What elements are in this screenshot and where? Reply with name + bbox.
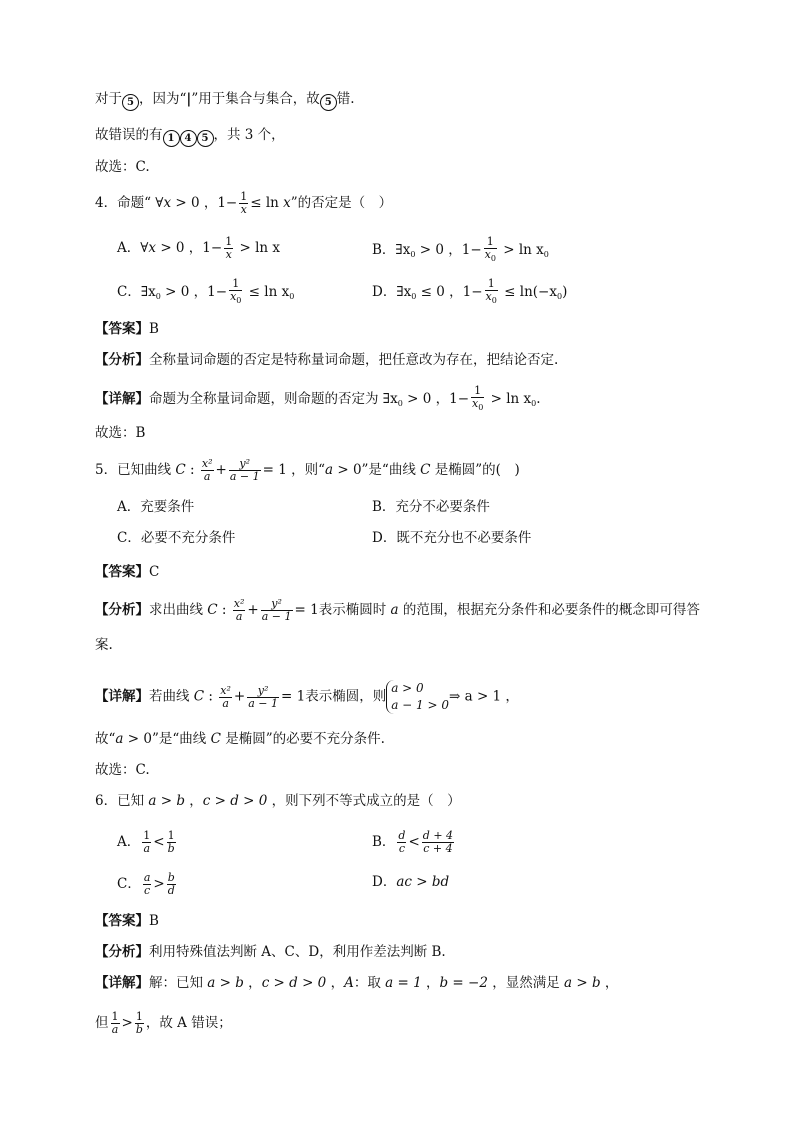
detail: 【详解】解：已知 a > b ，c > d > 0 ，A：取 a = 1 ，b = −2 ，显然满足 a > b ， (95, 975, 619, 991)
fraction: $\frac{d}{c}$ (398, 829, 406, 855)
fraction: $\frac{\text{x²}}{a}$ (220, 683, 231, 710)
option-a: A． $\frac{1}{a}$ < $\frac{1}{b}$ (117, 829, 175, 855)
fraction: $\frac{1}{x_0}$ (485, 277, 497, 305)
option-c: C． $\frac{a}{c}$ > $\frac{b}{d}$ (117, 871, 175, 897)
option-b: B． $\frac{d}{c}$ < $\frac{d + 4}{c + 4}$ (372, 829, 454, 855)
question-6: 6．已知 a > b ，c > d > 0 ，则下列不等式成立的是（ ） (95, 793, 461, 809)
option-d: D．ac > bd (372, 874, 450, 890)
fraction: $\frac{1}{x_0}$ (472, 384, 484, 412)
answer: 【答案】C (95, 564, 160, 580)
option-b: B．$\exists x_0 > 0$ ，1− $\frac{1}{x_0}$ > $\ln x_0$ (372, 235, 549, 263)
fraction: $\frac{1}{x_0}$ (484, 235, 496, 263)
paragraph: 对于 5 ，因为“|”用于集合与集合，故 5 错. (95, 89, 704, 111)
circled-number: 5 (320, 94, 337, 111)
selection: 故选：C. (95, 762, 150, 778)
paragraph: 故选：C. (95, 159, 150, 175)
detail: 【详解】命题为全称量词命题，则命题的否定为 $\exists x_0 > 0$ ，1− $\frac{1}{x_0}$ > $\ln x_0$. (95, 384, 541, 412)
paragraph: 故错误的有 1 4 5 ，共 3 个， (95, 125, 704, 147)
answer: 【答案】B (95, 913, 159, 929)
fraction: $\frac{1}{a}$ (111, 1010, 119, 1036)
option-d: D．既不充分也不必要条件 (372, 530, 532, 546)
question-5: 5．已知曲线 C : $\frac{\text{x²}}{a}$ + $\frac{\text{y²}}{a - 1}$ = 1 ，则“a > 0”是“曲线 C 是椭圆”的( ) (95, 457, 520, 483)
fraction: $\frac{1}{x_0}$ (230, 277, 242, 305)
selection: 故选：B (95, 425, 146, 441)
fraction: $\frac{1}{a}$ (143, 829, 151, 855)
fraction: $\frac{d + 4}{c + 4}$ (422, 829, 454, 855)
fraction: $\frac{\text{y²}}{a - 1}$ (229, 457, 260, 483)
option-c: C．$\exists x_0 > 0$ ，1− $\frac{1}{x_0}$ ≤ $\ln x_0$ (117, 277, 295, 305)
circled-number: 5 (197, 130, 214, 147)
circled-number: 4 (180, 130, 197, 147)
fraction: $\frac{1}{x}$ (240, 190, 248, 216)
fraction: $\frac{1}{b}$ (135, 1010, 143, 1036)
fraction: $\frac{a}{c}$ (143, 871, 151, 897)
answer: 【答案】B (95, 321, 159, 337)
option-c: C．必要不充分条件 (117, 530, 236, 546)
fraction: $\frac{1}{b}$ (167, 829, 175, 855)
conclusion: 故“a > 0”是“曲线 C 是椭圆”的必要不充分条件. (95, 731, 385, 747)
system-brace: a > 0 a − 1 > 0 (386, 680, 449, 714)
option-d: D．$\exists x_0 \le 0$ ，1− $\frac{1}{x_0}$ ≤ $\ln(-x_0)$ (372, 277, 568, 305)
analysis-cont: 案. (95, 637, 113, 653)
circled-number: 1 (163, 130, 180, 147)
fraction: $\frac{\text{x²}}{a}$ (233, 597, 245, 623)
analysis: 【分析】求出曲线 C : $\frac{\text{x²}}{a}$ + $\frac{\text{y²}}{a - 1}$ = 1表示椭圆时 a 的范围，根据充分条件和必要条件的概念即可得答 (95, 597, 700, 623)
detail-cont: 但 $\frac{1}{a}$ > $\frac{1}{b}$ ，故 A 错误； (95, 1010, 232, 1036)
question-4: 4．命题“ ∀x > 0 ，1− $\frac{1}{x}$ ≤ ln x”的否定是（ ） (95, 190, 393, 216)
detail: 【详解】若曲线 C : $\frac{\text{x²}}{a}$ + $\frac{\text{y²}}{a - 1}$ = 1表示椭圆，则 a > 0 a − 1 > 0 ⇒ a > 1 ， (95, 681, 519, 712)
fraction: $\frac{\text{y²}}{a - 1}$ (261, 597, 292, 623)
fraction: $\frac{\text{x²}}{a}$ (201, 457, 213, 483)
fraction: $\frac{1}{x}$ (225, 235, 233, 261)
fraction: $\frac{\text{y²}}{a - 1}$ (248, 683, 278, 710)
analysis: 【分析】全称量词命题的否定是特称量词命题，把任意改为存在，把结论否定. (95, 352, 559, 368)
analysis: 【分析】利用特殊值法判断 A、C、D，利用作差法判断 B. (95, 944, 446, 960)
option-a: A．∀x > 0 ，1− $\frac{1}{x}$ > ln x (117, 235, 281, 261)
option-a: A．充要条件 (117, 499, 195, 515)
fraction: $\frac{b}{d}$ (167, 871, 175, 897)
circled-number: 5 (122, 94, 139, 111)
option-b: B．充分不必要条件 (372, 499, 490, 515)
